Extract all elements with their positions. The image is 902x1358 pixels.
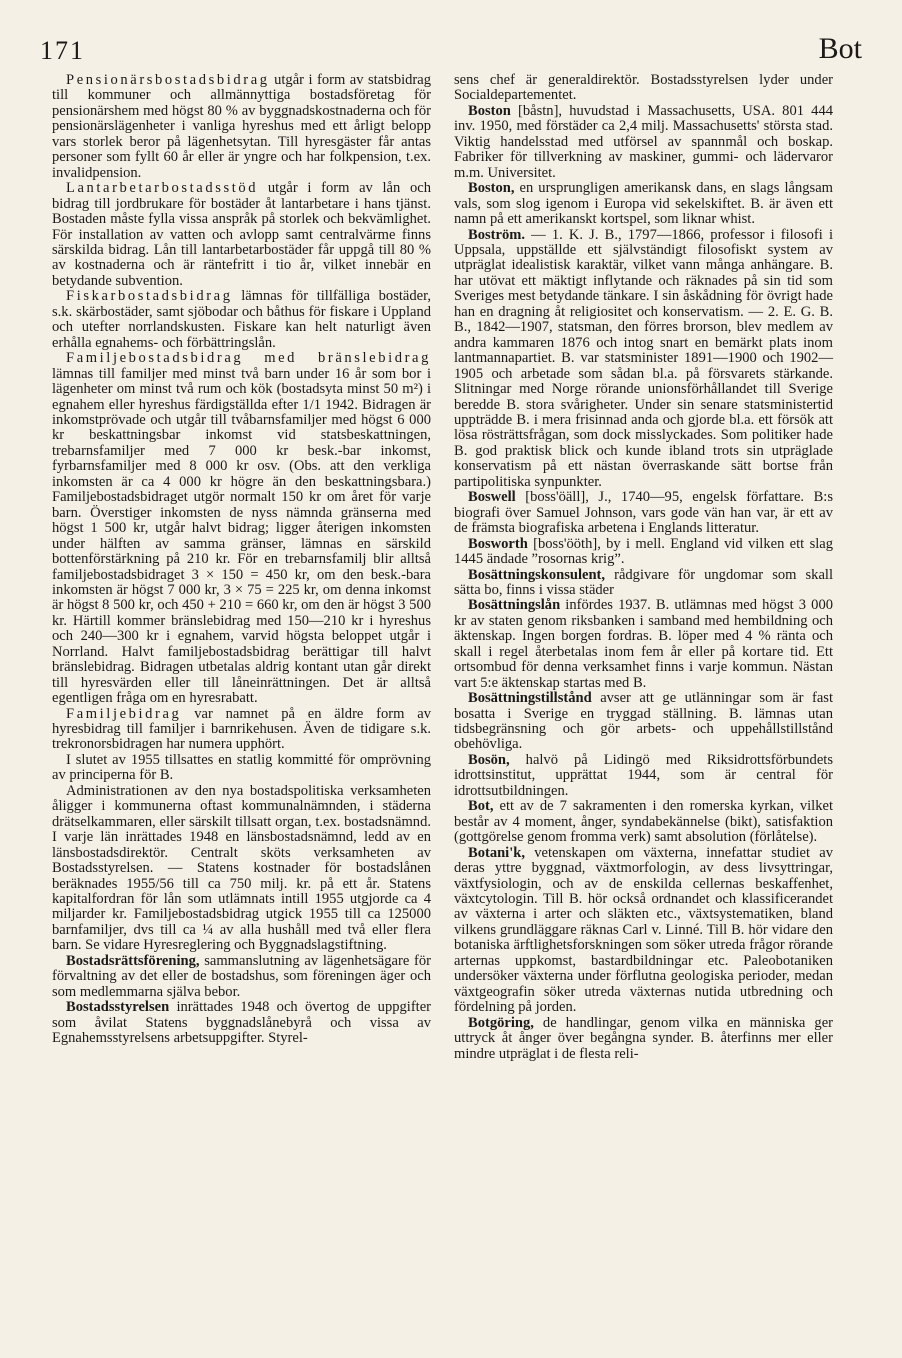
entry-text: var namnet på en äldre form av hyresbidrag till familjer i barnrikehusen. Även de tidigare s.k. trekronorsbidragen har numera upphört. xyxy=(52,705,431,753)
entry-text: utgår i form av lån och bidrag till jordbrukare för bostäder åt lantarbetare i hans tjänst. Bostaden måste fylla vissa anspråk på storlek och bekvämlighet. För installation av vatten och avlopp samt centralvärme finns särskilda bidrag. Lån till lantarbetarbostäder får uppgå till 80 % av kostnaderna och är räntefritt i tio år, vilket innebär en betydande subvention. xyxy=(52,180,431,289)
entry-text: de handlingar, genom vilka en människa ger uttryck åt ånger över begångna synder. B. återfinns mer eller mindre utpräglat i de flesta reli- xyxy=(454,1014,833,1062)
page-header xyxy=(40,32,862,72)
entry-bostadsstyrelsen-cont xyxy=(454,73,833,104)
entry-text: lämnas för tillfälliga bostäder, s.k. skärbostäder, samt sjöbodar och båthus för fiskare i Uppland och utefter norrlandskusten. Fiskare kan helt naturligt även erhålla egnahems- och förbättringslån. xyxy=(52,288,431,351)
entry-headword: Bostadsstyrelsen xyxy=(66,999,170,1016)
entry-familjebostadsbidrag xyxy=(52,351,431,706)
entry-headword: Bosättningstillstånd xyxy=(468,690,592,707)
entry-lantarbetarbostadsstod xyxy=(52,181,431,289)
entry-fiskarbostadsbidrag xyxy=(52,289,431,351)
entry-text: en ursprungligen amerikansk dans, en slags långsam vals, som slog igenom i Europa vid sekelskiftet. B. är även ett namn på ett amerikanskt kortspel, som liknar whist. xyxy=(454,180,833,228)
entry-text: lämnas till familjer med minst två barn under 16 år som bor i lägenheter om minst två rum och kök (bostadsyta minst 50 m²) i egnahem eller hyreshus färdigställda efter 1/1 1942. Bidragen är inkomstprövade och utgår till tvåbarnsfamiljer med högst 6 000 kr beskattningsbar inkomst vid statsbeskattningen, trebarnsfamiljer med 7 000 kr besk.-bar inkomst, fyrbarnsfamiljer med 8 000 kr osv. (Obs. att den verkliga inkomsten är ca 4 000 kr högre än den beskattningsbara.) Familjebostadsbidraget utgör normalt 150 kr om året för varje barn. Överstiger inkomsten de nyss nämnda gränserna med högst 1 500 kr, utgår halvt bidrag; ligger återigen inkomsten under hälften av samma gränser, lämnas en särskild bottenförstärkning på 210 kr. För en trebarnsfamilj blir alltså familjebostadsbidraget 3 × 150 = 450 kr, om den besk.-bara inkomsten är högst 7 000 kr, 3 × 75 = 225 kr, om denna inkomst är högst 8 500 kr, och 450 + 210 = 660 kr, om den är högst 3 500 kr. Härtill kommer bränslebidrag med 150—210 kr i hyreshus och 240—300 kr i egnahem, varvid högsta beloppet utgår i Norrland. Halvt familjebostadsbidrag berättigar till halvt bränslebidrag. Bidragen utbetalas aldrig kontant utan går direkt till hyresvärden eller till låneinrättningen. Det är alltså egentligen fråga om en hyresrabatt. xyxy=(52,365,431,707)
entry-text: ett av de 7 sakramenten i den romerska kyrkan, vilket består av 4 moment, ånger, syndabekännelse (bikt), satisfaktion (gottgörelse genom fromma verk) samt absolution (förlåtelse). xyxy=(454,798,833,846)
entry-headword: Boston, xyxy=(468,180,515,197)
entry-text: [boss'ööth], by i mell. England vid vilken ett slag 1445 ändade ”rosornas krig”. xyxy=(454,535,833,568)
entry-headword: Bosön, xyxy=(468,751,510,768)
entry-botgoring xyxy=(454,1016,833,1062)
entry-headword: Boswell xyxy=(468,489,516,506)
left-column xyxy=(52,73,431,1047)
entry-text: [boss'öäll], J., 1740—95, engelsk författare. B:s biografi över Samuel Johnson, vars gode vän han var, är ett av de främsta biografiska arbetena i Englands litteratur. xyxy=(454,489,833,537)
entry-lead: Lantarbetarbostadsstöd xyxy=(66,180,259,197)
entry-lead: Fiskarbostadsbidrag xyxy=(66,288,233,305)
entry-text: avser att ge utlänningar som är fast bosatta i Sverige en tryggad ställning. B. lämnas utan tidsbegränsning och gör arbets- och uppehållstillstånd obehövliga. xyxy=(454,690,833,753)
entry-text: vetenskapen om växterna, innefattar studiet av deras yttre byggnad, växtmorfologin, av dess livsyttringar, växtfysiologin, och av de enskilda cellernas beskaffenhet, växtcytologin. Till B. hör också ordnandet och klassificerandet av växterna i arter och släkten etc., växtsystematiken, bland vilkens grundläggare räknas Carl v. Linné. Till B. hör vidare den botaniska ärftlighetsforskningen som söker utreda frågor rörande arternas uppkomst, bastardbildningar etc. Paleobotaniken undersöker växterna under förflutna geologiska perioder, medan växtgeografin söker utreda växternas nutida utbredning och fördelning på jorden. xyxy=(454,844,833,1016)
entry-bosattningskonsulent xyxy=(454,568,833,599)
entry-text: — 1. K. J. B., 1797—1866, professor i filosofi i Uppsala, uppställde ett självständigt filosofiskt system av utpräglat idealistisk karaktär, vilket vann många anhängare. B. har utövat ett mäktigt inflytande och räknades på sin tid som Sveriges mest betydande tänkare. I sin åskådning för övrigt hade han en dragning åt religiositet och konservatism. — 2. E. G. B. B., 1842—1907, statsman, den förres brorson, blev medlem av andra kammaren 1876 och intog snart en bemärkt plats inom lantmannapartiet. B. var statsminister 1891—1900 och 1902—1905 och arbetade som sådan bl.a. på försvarets stärkande. Slitningar med Norge rörande unionsförhållandet till Sverige beredde B. stora svårigheter. Under sin senare statsministertid uppträdde B. i mera frisinnad anda och gjorde bl.a. ett försök att lösa rösträttsfrågan, som dock misslyckades. Som politiker hade B. god praktisk blick och kunde ibland trots sin utpräglade konservatism på ett nästan överraskande sätt bortse från partipolitiska synpunkter. xyxy=(454,226,833,490)
entry-bostadsrattsforening xyxy=(52,954,431,1000)
entry-boson xyxy=(454,753,833,799)
entry-text: rådgivare för ungdomar som skall sätta bo, finns i vissa städer xyxy=(454,566,833,598)
entry-text: utgår i form av statsbidrag till kommuner och allmännyttiga bostadsföretag för pensionärshem med högst 80 % av byggnadskostnaderna och för pensionärslägenheter i vanliga hyreshus med ett årligt belopp vars storlek beror på lägenhetsytan. Till hyresgäster får antas personer som fyllt 60 år eller är yngre och har folkpension, t.ex. invalidpension. xyxy=(52,72,431,181)
entry-text: inrättades 1948 och övertog de uppgifter som åvilat Statens byggnadslånebyrå och vissa av Egnahemsstyrelsens arbetsuppgifter. Styrel- xyxy=(52,999,431,1047)
entry-text: halvö på Lidingö med Riksidrottsförbundets idrottsinstitut, upprättat 1944, som är central för idrottsutbildningen. xyxy=(454,751,833,799)
entry-boston-dance xyxy=(454,181,833,227)
entry-headword: Bosättningslån xyxy=(468,597,561,614)
entry-lead: Familjebostadsbidrag med bränslebidrag xyxy=(66,350,431,367)
entry-headword: Bosättningskonsulent, xyxy=(468,566,606,583)
entry-headword: Boström. xyxy=(468,226,525,243)
right-column xyxy=(454,73,833,1062)
entry-headword: Bostadsrättsförening, xyxy=(66,952,200,969)
entry-text: Administrationen av den nya bostadspolitiska verksamheten åligger i kommunerna oftast kommunalnämnden, i städerna drätselkammaren, eller särskilt tillsatt organ, t.ex. bostadsnämnd. I varje län inrättades 1948 en länsbostadsnämnd, ledd av en länsbostadsdirektör. Centralt sköts verksamheten av Bostadsstyrelsen. — Statens kostnader för bostadslånen beräknades 1955/56 till ca 750 milj. kr. på ett år. Statens kapitalfordran för lån som utlämnats intill 1955 utgjorde ca 4 miljarder kr. Familjebostadsbidrag utgick 1955 till ca 125000 barnfamiljer, dvs till ca ¼ av alla hushåll med två eller flera barn. Se vidare Hyresreglering och Byggnadslagstiftning. xyxy=(52,782,431,954)
entry-text: sammanslutning av lägenhetsägare för förvaltning av det eller de bostadshus, som föreningen äger och som medlemmarna själva bebor. xyxy=(52,952,431,1000)
entry-headword: Bot, xyxy=(468,798,494,815)
entry-pensionarsbostadsbidrag xyxy=(52,73,431,181)
page-number: 171 xyxy=(40,36,85,65)
entry-bostadsstyrelsen xyxy=(52,1000,431,1046)
entry-text: [båstn], huvudstad i Massachusetts, USA. 801 444 inv. 1950, med förstäder ca 2,4 milj. Massachusetts' största stad. Viktig handelsstad med utförsel av spannmål och boskap. Fabriker för tillverkning av maskiner, gummi- och lädervaror m.m. Universitet. xyxy=(454,102,833,181)
entry-boston-city xyxy=(454,104,833,181)
entry-bosattningstillstand xyxy=(454,691,833,753)
entry-text: I slutet av 1955 tillsattes en statlig kommitté för omprövning av principerna för B. xyxy=(52,751,431,784)
entry-text: infördes 1937. B. utlämnas med högst 3 000 kr av staten genom riksbanken i samband med hembildning och äktenskap. Ingen borgen fordras. B. löper med 4 % ränta och skall i regel återbetalas inom fem år eller på kortare tid. Ett ortsombud för denna verksamhet finns i varje kommun. Nästan vart 5:e äktenskap startas med B. xyxy=(454,597,833,691)
entry-headword: Bosworth xyxy=(468,535,528,552)
paragraph-kommitte xyxy=(52,753,431,784)
running-head: Bot xyxy=(818,32,862,65)
entry-text: sens chef är generaldirektör. Bostadsstyrelsen lyder under Socialdepartementet. xyxy=(454,72,833,104)
entry-lead: Pensionärsbostadsbidrag xyxy=(66,72,270,88)
entry-headword: Boston xyxy=(468,102,511,119)
entry-lead: Familjebidrag xyxy=(66,705,182,722)
entry-bosattningslan xyxy=(454,598,833,691)
entry-bosworth xyxy=(454,537,833,568)
entry-headword: Botani'k, xyxy=(468,844,525,861)
entry-bot xyxy=(454,799,833,845)
entry-headword: Botgöring, xyxy=(468,1014,534,1031)
entry-botanik xyxy=(454,846,833,1016)
entry-bostrom xyxy=(454,228,833,491)
paragraph-administration xyxy=(52,784,431,954)
entry-boswell xyxy=(454,490,833,536)
entry-familjebidrag xyxy=(52,707,431,753)
